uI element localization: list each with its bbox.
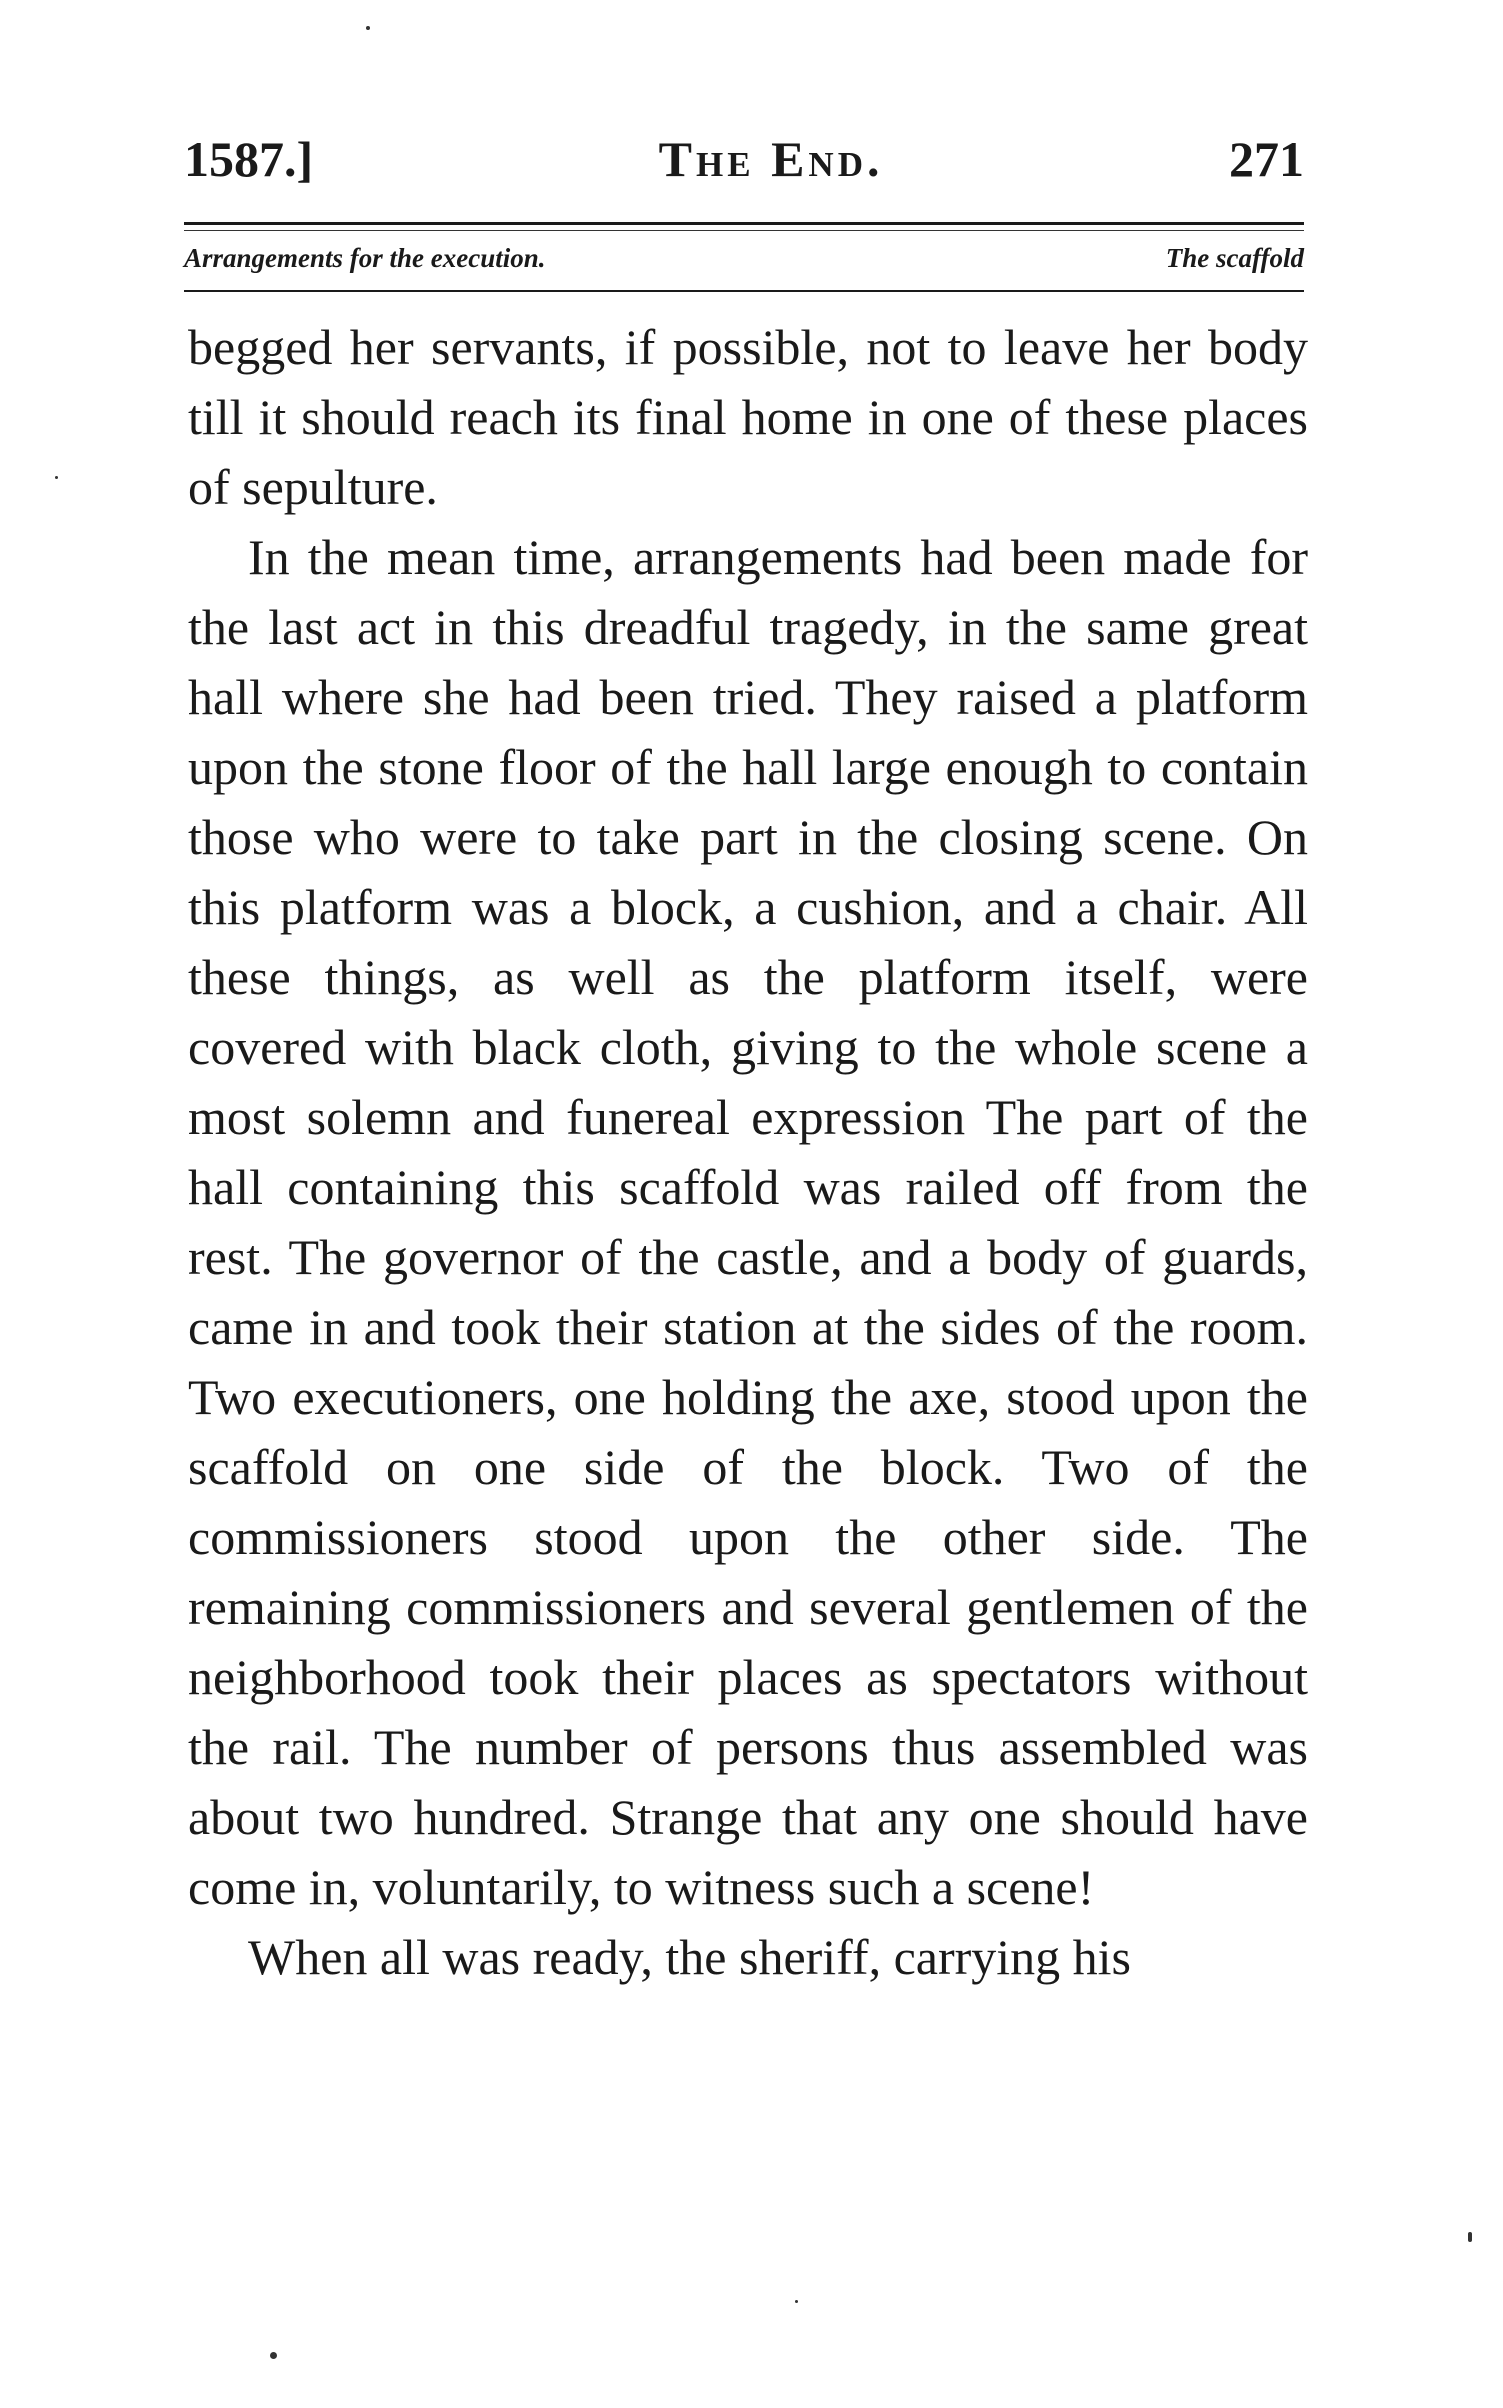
- paragraph-3: When all was ready, the sheriff, carrying his: [248, 1929, 1132, 1985]
- sidenote-left: Arrangements for the execution.: [184, 242, 546, 273]
- header-rule-thin: [184, 230, 1304, 231]
- page-number: 271: [1228, 131, 1304, 187]
- running-head: [184, 130, 1304, 200]
- sidenotes: [184, 238, 1304, 278]
- header-rule: [184, 222, 1304, 225]
- paragraph-1: begged her servants, if possible, not to leave her body till it should reach its final home in one of these places of sepulture.: [188, 319, 1308, 515]
- print-speck: [795, 2300, 798, 2303]
- sidenote-rule: [184, 290, 1304, 292]
- body-text: [188, 312, 1308, 1992]
- print-speck: [270, 2352, 277, 2359]
- header-title: The End.: [658, 131, 884, 187]
- paragraph-2: In the mean time, arrangements had been made for the last act in this dreadful tragedy, in the same great hall where she had been tried. They raised a platform upon the stone floor of the hall large enough to contain those who were to take part in the closing scene. On this platform was a block, a cushion, and a chair. All these things, as well as the platform itself, were covered with black cloth, giving to the whole scene a most solemn and funereal expression The part of the hall containing this scaffold was railed off from the rest. The governor of the castle, and a body of guards, came in and took their station at the sides of the room. Two executioners, one holding the axe, stood upon the scaffold on one side of the block. Two of the commissioners stood upon the other side. The remaining commissioners and several gentlemen of the neighborhood took their places as spectators without the rail. The number of persons thus assembled was about two hundred. Strange that any one should have come in, voluntarily, to witness such a scene!: [188, 529, 1308, 1915]
- print-speck: [1468, 2232, 1472, 2242]
- print-speck: [55, 476, 58, 479]
- sidenote-right: The scaffold: [1165, 242, 1304, 273]
- header-year: 1587.]: [184, 131, 314, 187]
- print-speck: [366, 26, 370, 30]
